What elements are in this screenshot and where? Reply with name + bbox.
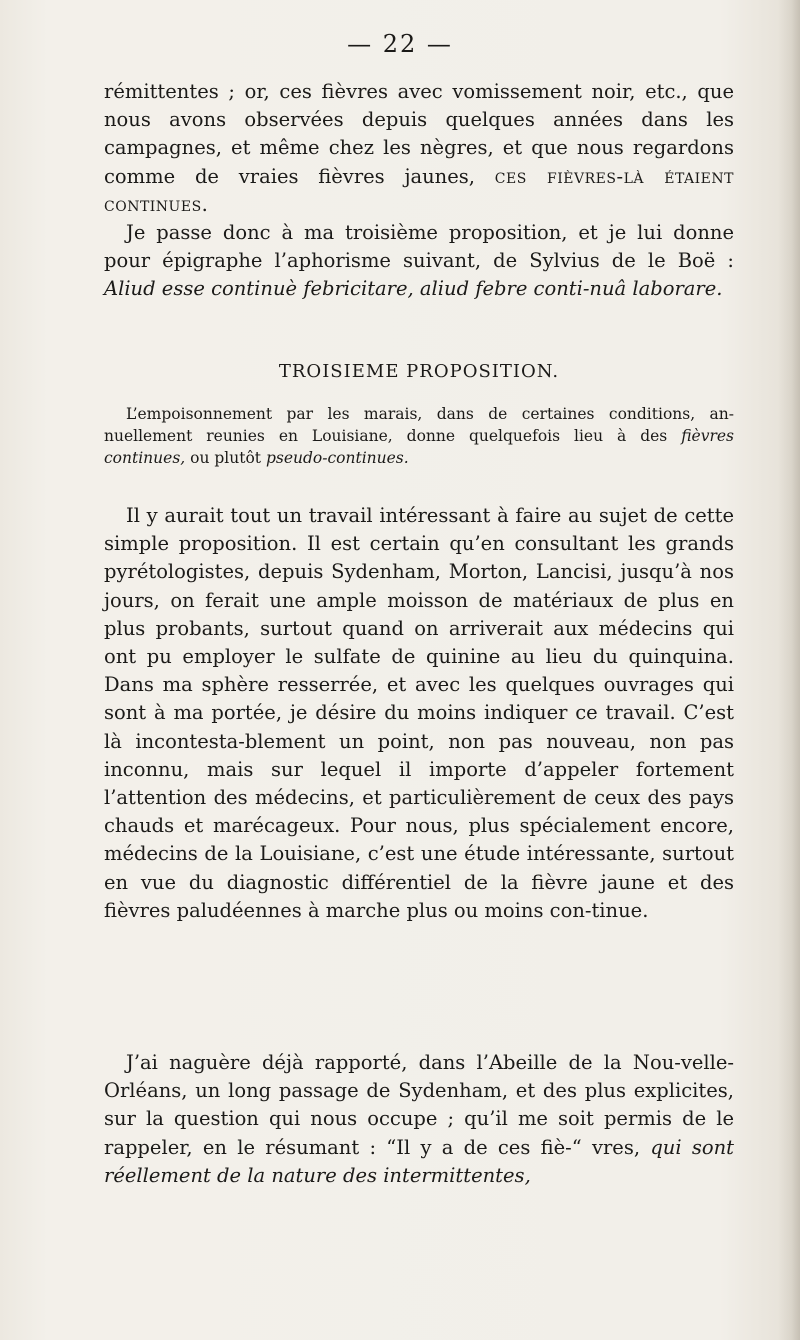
paragraph-4 [104, 1049, 734, 1190]
proposition-block [104, 403, 734, 469]
paragraph-1-smallcaps: ces fièvres-là étaient continues. [104, 164, 734, 216]
paragraph-4-italic: qui sont réellement de la nature des intermittentes, [104, 1135, 734, 1187]
paragraph-1 [104, 78, 734, 219]
paragraph-2-latin-quote: Aliud esse continuè febricitare, aliud febre conti-nuâ laborare. [104, 277, 723, 301]
proposition-italic-b: pseudo-continues. [265, 449, 409, 467]
paragraph-4-text: J’ai naguère déjà rapporté, dans l’Abeille de la Nou-velle-Orléans, un long passage de Sydenham, et des plus explicites, sur la question qui nous occupe ; qu’il me soit permis de le rappeler, en le résumant : “Il y a de ces fiè-“ vres, [104, 1051, 734, 1159]
paragraph-1-text: rémittentes ; or, ces fièvres avec vomissement noir, etc., que nous avons observées depuis quelques années dans les campagnes, et même chez les nègres, et que nous regardons comme de vraies fièvres jaunes, [104, 80, 734, 188]
paragraph-2 [104, 219, 734, 304]
paragraph-3: Il y aurait tout un travail intéressant à faire au sujet de cette simple proposition. Il est certain qu’en consultant les grands pyrétologistes, depuis Sydenham, Morton, Lancisi, jusqu’à nos jours, on ferait une ample moisson de matériaux de plus en plus probants, surtout quand on arriverait aux médecins qui ont pu employer le sulfate de quinine au lieu du quinquina. Dans ma sphère resserrée, et avec les quelques ouvrages qui sont à ma portée, je désire du moins indiquer ce travail. C’est là incontesta-blement un point, non pas nouveau, non pas inconnu, mais sur lequel il importe d’appeler fortement l’attention des médecins, et particulièrement de ceux des pays chauds et marécageux. Pour nous, plus spécialement encore, médecins de la Louisiane, c’est une étude intéressante, surtout en vue du diagnostic différentiel de la fièvre jaune et des fièvres paludéennes à marche plus ou moins con-tinue. [104, 504, 734, 922]
section-heading: TROISIEME PROPOSITION. [278, 361, 560, 382]
paragraph-3-block [104, 502, 734, 925]
paragraph-1-block [104, 78, 734, 304]
proposition-text-b: ou plutôt [185, 449, 266, 467]
proposition-italic-a: fièvres continues, [104, 427, 734, 467]
page-edge-shadow [778, 0, 800, 1340]
page-number: — 22 — [347, 30, 453, 58]
proposition-text [104, 403, 734, 469]
proposition-text-a: L’empoisonnement par les marais, dans de certaines conditions, an-nuellement reunies en Louisiane, donne quelquefois lieu à des [104, 405, 734, 445]
paragraph-2-text: Je passe donc à ma troisième proposition, et je lui donne pour épigraphe l’aphorisme suivant, de Sylvius de le Boë : [104, 221, 734, 273]
paragraph-4-block [104, 1049, 734, 1190]
